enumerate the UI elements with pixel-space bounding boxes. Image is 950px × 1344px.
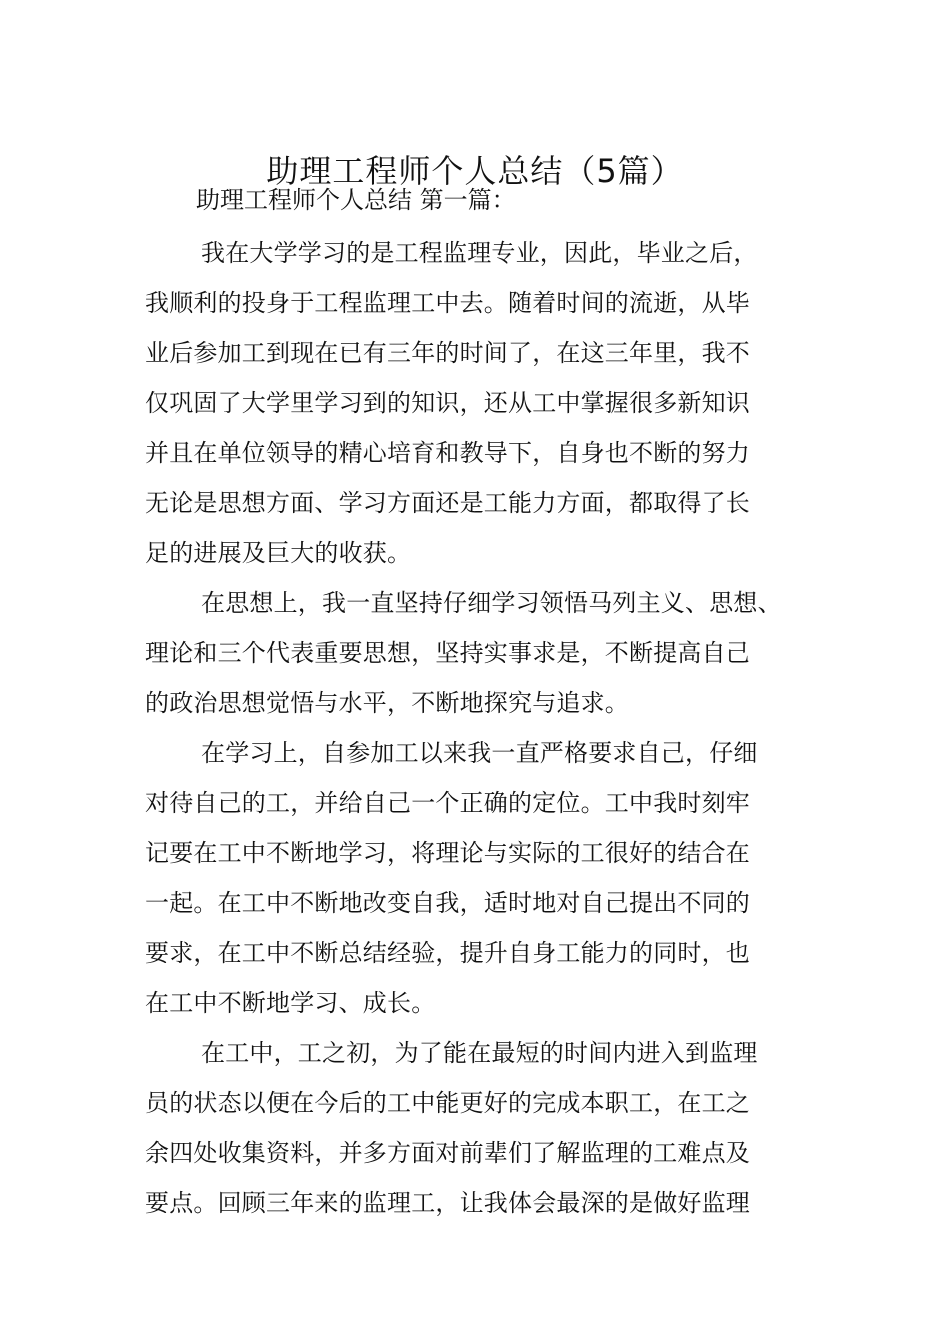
text-line: 足的进展及巨大的收获。 xyxy=(145,539,412,567)
text-line: 在工中不断地学习、成长。 xyxy=(145,989,436,1017)
text-line: 余四处收集资料，并多方面对前辈们了解监理的工难点及 xyxy=(145,1139,750,1167)
text-line: 仅巩固了大学里学习到的知识，还从工中掌握很多新知识 xyxy=(145,389,750,417)
document-body xyxy=(145,228,825,1228)
paragraph-2 xyxy=(145,578,825,728)
text-line: 在学习上，自参加工以来我一直严格要求自己，仔细 xyxy=(201,739,758,767)
text-line: 对待自己的工，并给自己一个正确的定位。工中我时刻牢 xyxy=(145,789,750,817)
text-line: 理论和三个代表重要思想，坚持实事求是，不断提高自己 xyxy=(145,639,750,667)
text-line: 记要在工中不断地学习，将理论与实际的工很好的结合在 xyxy=(145,839,750,867)
text-line: 员的状态以便在今后的工中能更好的完成本职工，在工之 xyxy=(145,1089,750,1117)
text-line: 我顺利的投身于工程监理工中去。随着时间的流逝，从毕 xyxy=(145,289,750,317)
document-title: 助理工程师个人总结（5篇） xyxy=(266,152,684,191)
section-heading: 助理工程师个人总结 第一篇： xyxy=(196,186,516,214)
text-line: 在工中，工之初，为了能在最短的时间内进入到监理 xyxy=(201,1039,758,1067)
text-line: 要求，在工中不断总结经验，提升自身工能力的同时，也 xyxy=(145,939,750,967)
text-line: 一起。在工中不断地改变自我，适时地对自己提出不同的 xyxy=(145,889,750,917)
paragraph-3 xyxy=(145,728,825,1028)
text-line: 要点。回顾三年来的监理工，让我体会最深的是做好监理 xyxy=(145,1189,750,1217)
text-line: 的政治思想觉悟与水平，不断地探究与追求。 xyxy=(145,689,629,717)
text-line: 在思想上，我一直坚持仔细学习领悟马列主义、思想、 xyxy=(201,589,782,617)
paragraph-1 xyxy=(145,228,825,578)
text-line: 并且在单位领导的精心培育和教导下，自身也不断的努力 xyxy=(145,439,750,467)
text-line: 无论是思想方面、学习方面还是工能力方面，都取得了长 xyxy=(145,489,750,517)
paragraph-4 xyxy=(145,1028,825,1228)
text-line: 我在大学学习的是工程监理专业，因此，毕业之后， xyxy=(201,239,758,267)
text-line: 业后参加工到现在已有三年的时间了，在这三年里，我不 xyxy=(145,339,750,367)
